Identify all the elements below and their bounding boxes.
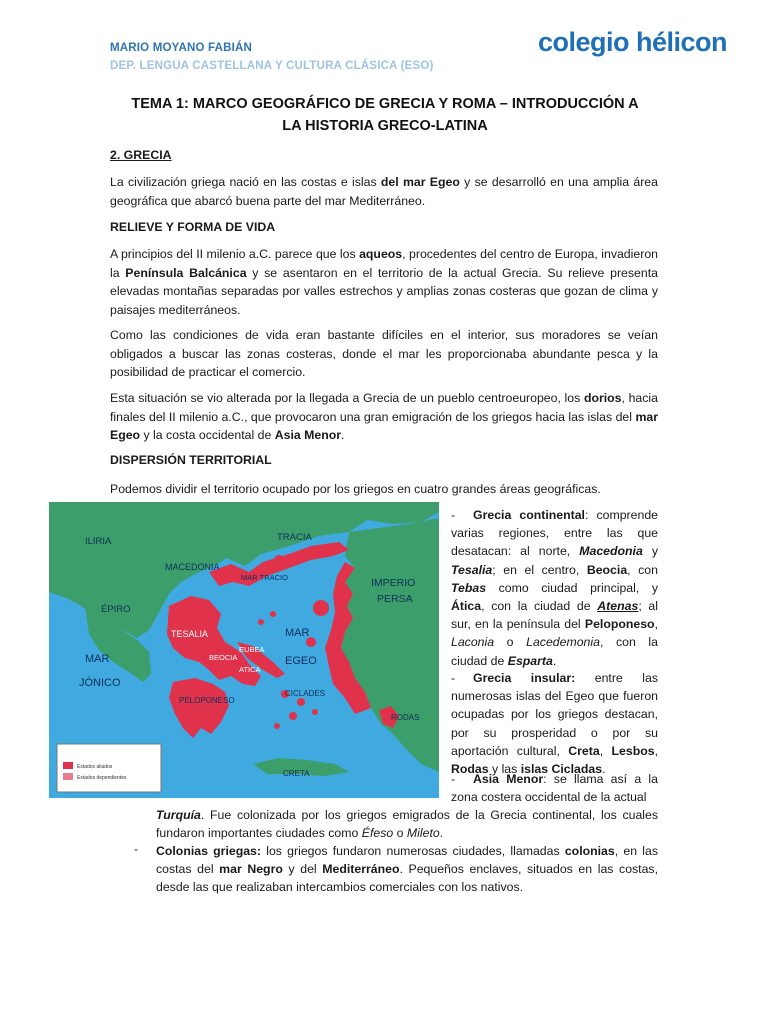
- asia-menor-continuation: Turquía. Fue colonizada por los griegos emigrados de la Grecia continental, los cuales fundaron importantes ciudades como Éfeso o Mileto.: [156, 808, 658, 841]
- map-label-persa: PERSA: [377, 593, 413, 605]
- map-legend-swatch-allied: [63, 762, 73, 769]
- list-item-grecia-continental: - Grecia continental: comprende varias regiones, entre las que desatacan: al norte, Macedonia y Tesalia; en el centro, Beocia, con Tebas como ciudad principal, y Ática, con la ciudad de Atenas; al sur, en la península del Peloponeso, Laconia o Lacedemonia, con la ciudad de Esparta.: [451, 508, 658, 668]
- dispersion-intro: Podemos dividir el territorio ocupado por los griegos en cuatro grandes áreas geográficas.: [110, 482, 601, 496]
- department-name: DEP. LENGUA CASTELLANA Y CULTURA CLÁSICA (ESO): [110, 60, 434, 72]
- page-title: [100, 93, 670, 137]
- map-label-epiro: ÉPIRO: [101, 604, 131, 615]
- map-island-f: [258, 619, 264, 625]
- map-legend-dependent: Estados dependientes: [77, 775, 127, 781]
- map-label-tesalia: TESALIA: [171, 629, 209, 639]
- relieve-paragraph-1: A principios del II milenio a.C. parece que los aqueos, procedentes del centro de Europa, invadieron la Península Balcánica y se asentaron en el territorio de la actual Grecia. Su relieve presenta elevadas montañas separadas por valles estrechos y amplias zonas costeras que gozan de clima y paisajes mediterráneos.: [110, 247, 658, 317]
- relieve-paragraph-2: Como las condiciones de vida eran bastante difíciles en el interior, sus moradores se veían obligados a buscar las zonas costeras, donde el mar les proporcionaba abundante pesca y la posibilidad de practicar el comercio.: [110, 328, 658, 379]
- intro-paragraph: La civilización griega nació en las costas e islas del mar Egeo y se desarrolló en una amplia área geográfica que abarcó buena parte del mar Mediterráneo.: [110, 175, 658, 208]
- section-heading: 2. GRECIA: [110, 148, 172, 162]
- author-name: MARIO MOYANO FABIÁN: [110, 42, 253, 54]
- greece-map: [49, 502, 439, 798]
- page-title-line-2: LA HISTORIA GRECO-LATINA: [282, 118, 488, 134]
- list-item-colonias-griegas: Colonias griegas: los griegos fundaron numerosas ciudades, llamadas colonias, en las costas del mar Negro y del Mediterráneo. Pequeños enclaves, situados en las costas, desde las que realizaban intercambios comerciales con los nativos.: [156, 844, 658, 895]
- map-island-g: [270, 611, 276, 617]
- school-logo: colegio hélicon: [538, 27, 728, 57]
- map-label-creta: CRETA: [283, 769, 310, 778]
- colonias-dash: -: [134, 842, 139, 856]
- relieve-paragraph-3: Esta situación se vio alterada por la llegada a Grecia de un pueblo centroeuropeo, los dorios, hacia finales del II milenio a.C., que provocaron una gran emigración de los griegos hacia las islas del mar Egeo y la costa occidental de Asia Menor.: [110, 391, 658, 442]
- map-label-imperio: IMPERIO: [371, 577, 416, 589]
- map-label-mar-egeo-1: MAR: [285, 627, 310, 639]
- map-label-beocia: BEOCIA: [209, 653, 238, 662]
- relieve-heading: RELIEVE Y FORMA DE VIDA: [110, 220, 276, 234]
- map-island-d: [312, 709, 318, 715]
- map-island-c: [289, 712, 297, 720]
- map-label-atica: ATICA: [239, 665, 261, 674]
- map-island-b: [297, 698, 305, 706]
- map-island-e: [274, 723, 280, 729]
- map-label-mar-tracio: MAR TRACIO: [241, 573, 288, 582]
- map-label-macedonia: MACEDONIA: [165, 562, 220, 572]
- map-label-peloponeso: PELOPONESO: [179, 696, 235, 705]
- map-label-eubea: EUBEA: [239, 645, 265, 654]
- list-item-asia-menor: - Asia Menor: se llama así a la zona costera occidental de la actual: [451, 772, 658, 805]
- map-legend-swatch-dependent: [63, 773, 73, 780]
- map-label-mar-jonico-2: JÓNICO: [79, 677, 121, 689]
- map-island-tasos: [274, 555, 284, 565]
- map-label-mar-jonico-1: MAR: [85, 653, 110, 665]
- page-title-line-1: TEMA 1: MARCO GEOGRÁFICO DE GRECIA Y ROMA – INTRODUCCIÓN A: [131, 96, 639, 112]
- map-label-rodas: RODAS: [391, 713, 420, 722]
- map-label-ciclades: CICLADES: [285, 689, 326, 698]
- map-legend-allied: Estados aliados: [77, 764, 113, 770]
- map-label-mar-egeo-2: EGEO: [285, 655, 317, 667]
- map-label-iliria: ILIRIA: [85, 536, 112, 547]
- dispersion-heading: DISPERSIÓN TERRITORIAL: [110, 453, 272, 467]
- map-island-lesbos: [313, 600, 329, 616]
- list-item-grecia-insular: - Grecia insular: entre las numerosas islas del Egeo que fueron ocupadas por los griegos destacan, por su prosperidad o por su aportación cultural, Creta, Lesbos, Rodas y las islas Cicladas.: [451, 671, 658, 777]
- map-label-tracia: TRACIA: [277, 532, 312, 543]
- map-island-samos: [331, 662, 339, 670]
